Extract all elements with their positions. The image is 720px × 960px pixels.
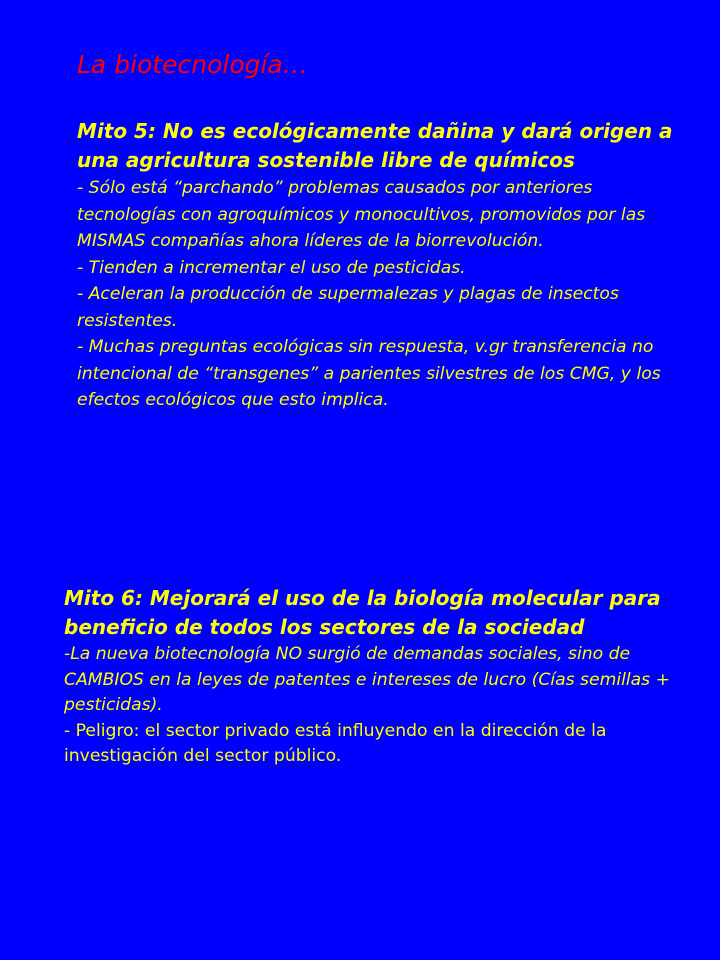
myth-5-points: - Sólo está “parchando” problemas causados por anteriores tecnologías con agroquímicos y monocultivos, promovidos por las MISMAS compañías ahora líderes de la biorrevolución. - Tienden a incrementar el uso de pesticidas. - Aceleran la producción de supermalezas y plagas de insectos resistentes. - Muchas preguntas ecológicas sin respuesta, v.gr transferencia no intencional de “transgenes” a parientes silvestres de los CMG, y los efectos ecológicos que esto implica. <box>77 178 661 410</box>
myth-5-heading: Mito 5: No es ecológicamente dañina y dará origen a una agricultura sostenible libre de químicos <box>77 119 673 172</box>
slide-title: La biotecnología… <box>77 50 308 79</box>
myth-6-point-2: - Peligro: el sector privado está influyendo en la dirección de la investigación del sector público. <box>64 720 607 766</box>
myth-5-section <box>77 117 677 414</box>
myth-6-section <box>64 584 694 770</box>
myth-6-point-1: -La nueva biotecnología NO surgió de demandas sociales, sino de CAMBIOS en la leyes de patentes e intereses de lucro (Cías semillas + pesticidas). <box>64 644 670 715</box>
myth-6-heading: Mito 6: Mejorará el uso de la biología molecular para beneficio de todos los sectores de la sociedad <box>64 586 661 639</box>
